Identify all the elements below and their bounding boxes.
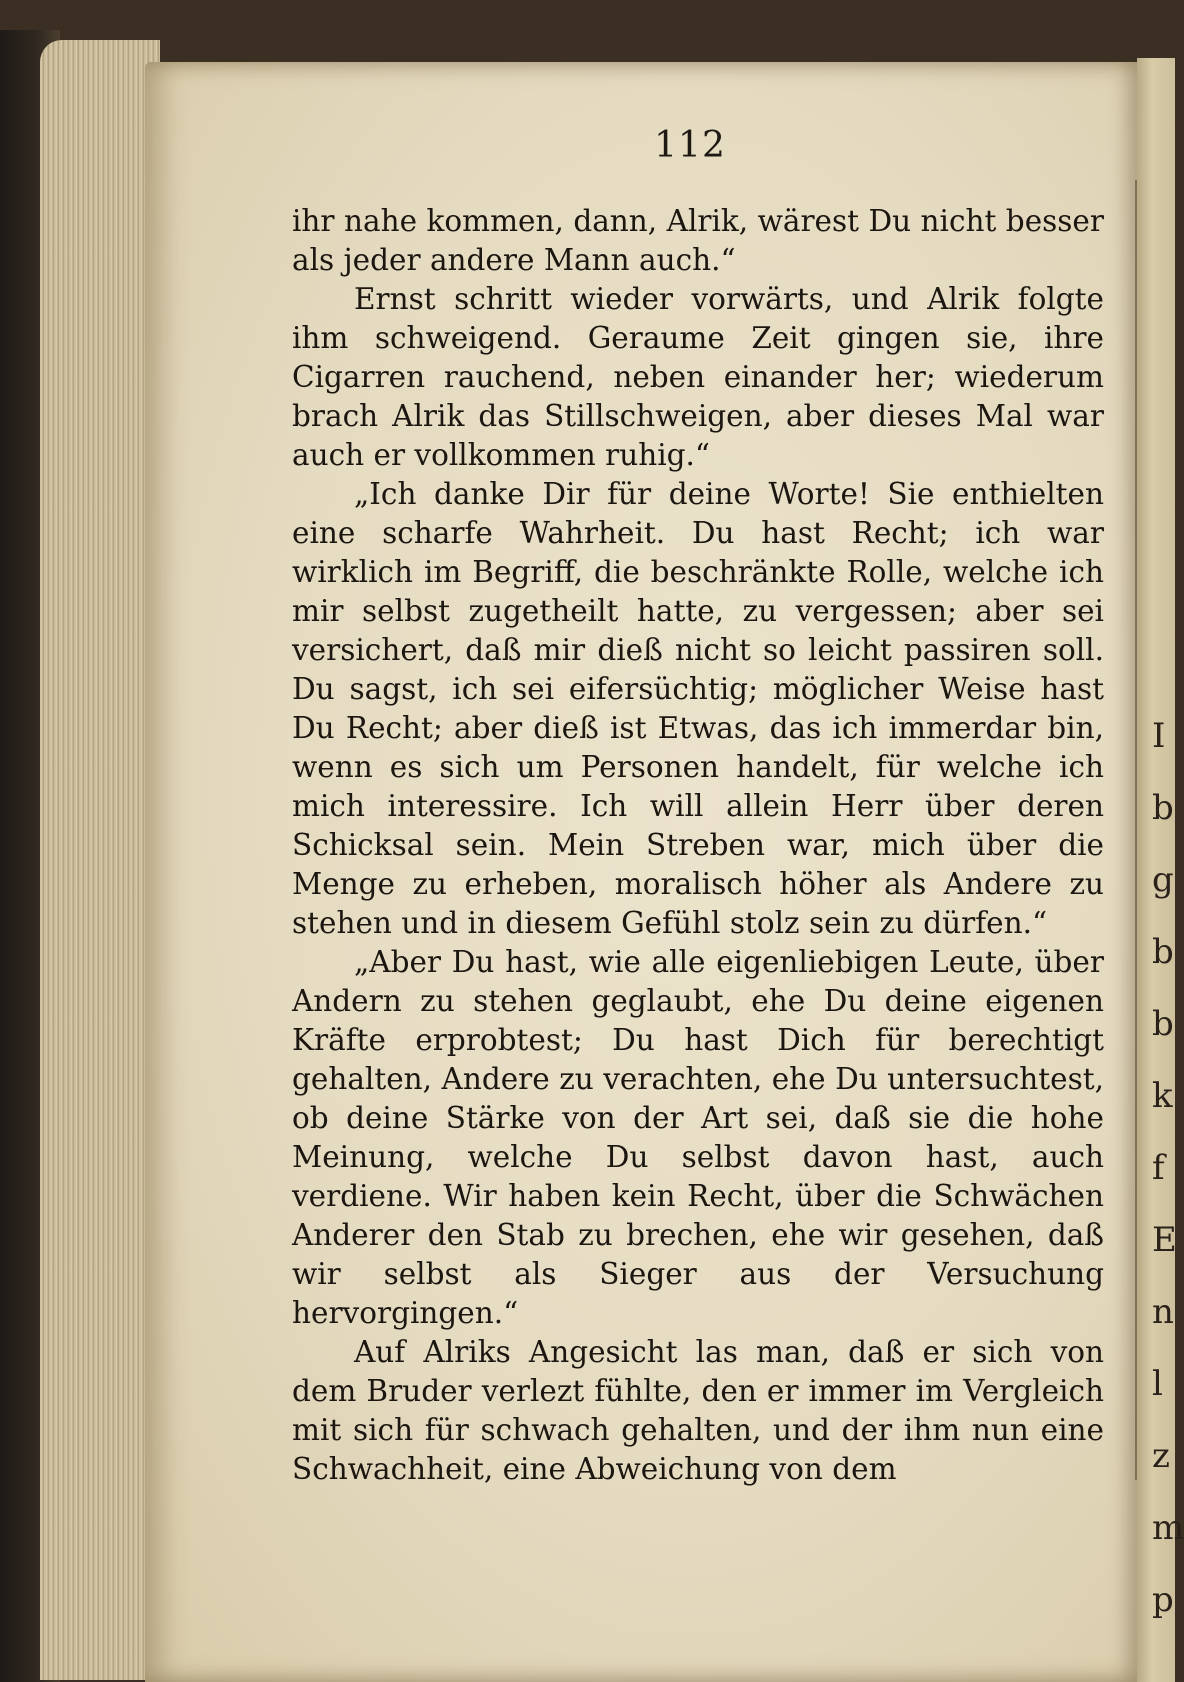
- paragraph: Ernst schritt wieder vorwärts, und Alrik folgte ihm schweigend. Geraume Zeit gingen sie, ihre Cigarren rauchend, neben einander her; wiederum brach Alrik das Stillschweigen, aber dieses Mal war auch er vollkommen ruhig.“: [292, 282, 1104, 472]
- facing-fragment: p: [1152, 1580, 1174, 1620]
- page-stack-edges: [40, 40, 160, 1680]
- facing-fragment: l: [1152, 1364, 1163, 1404]
- facing-fragment: b: [1152, 788, 1174, 828]
- facing-fragment: E: [1152, 1220, 1177, 1260]
- paragraph: ihr nahe kommen, dann, Alrik, wärest Du nicht besser als jeder andere Mann auch.“: [292, 204, 1104, 277]
- facing-fragment: k: [1152, 1076, 1173, 1116]
- facing-fragment: b: [1152, 1004, 1174, 1044]
- page-number: 112: [654, 125, 726, 166]
- paragraph: „Aber Du hast, wie alle eigenliebigen Leute, über Andern zu stehen geglaubt, ehe Du deine eigenen Kräfte erprobtest; Du hast Dich für berechtigt gehalten, Andere zu verachten, ehe Du untersuchtest, ob deine Stärke von der Art sei, daß sie die hohe Meinung, welche Du selbst davon hast, auch verdiene. Wir haben kein Recht, über die Schwächen Anderer den Stab zu brechen, ehe wir gesehen, daß wir selbst als Sieger aus der Versuchung hervorgingen.“: [292, 945, 1104, 1330]
- paragraph: Auf Alriks Angesicht las man, daß er sich von dem Bruder verlezt fühlte, den er immer im Vergleich mit sich für schwach gehalten, und der ihm nun eine Schwachheit, eine Abweichung von dem: [292, 1335, 1104, 1486]
- facing-fragment: b: [1152, 932, 1174, 972]
- facing-fragment: I: [1152, 716, 1166, 756]
- facing-fragment: m: [1152, 1508, 1184, 1548]
- facing-fragment: f: [1152, 1148, 1165, 1188]
- facing-page-fragments: [1152, 700, 1184, 1636]
- paragraph: „Ich danke Dir für deine Worte! Sie enthielten eine scharfe Wahrheit. Du hast Recht; ich war wirklich im Begriff, die beschränkte Rolle, welche ich mir selbst zugetheilt hatte, zu vergessen; aber sei versichert, daß mir dieß nicht so leicht passiren soll. Du sagst, ich sei eifersüchtig; möglicher Weise hast Du Recht; aber dieß ist Etwas, das ich immerdar bin, wenn es sich um Personen handelt, für welche ich mich interessire. Ich will allein Herr über deren Schicksal sein. Mein Streben war, mich über die Menge zu erheben, moralisch höher als Andere zu stehen und in diesem Gefühl stolz sein zu dürfen.“: [292, 477, 1104, 940]
- margin-rule: [1135, 180, 1137, 1480]
- facing-fragment: n: [1152, 1292, 1174, 1332]
- page-body: [292, 202, 1104, 1489]
- facing-fragment: z: [1152, 1436, 1170, 1476]
- facing-fragment: g: [1152, 860, 1174, 900]
